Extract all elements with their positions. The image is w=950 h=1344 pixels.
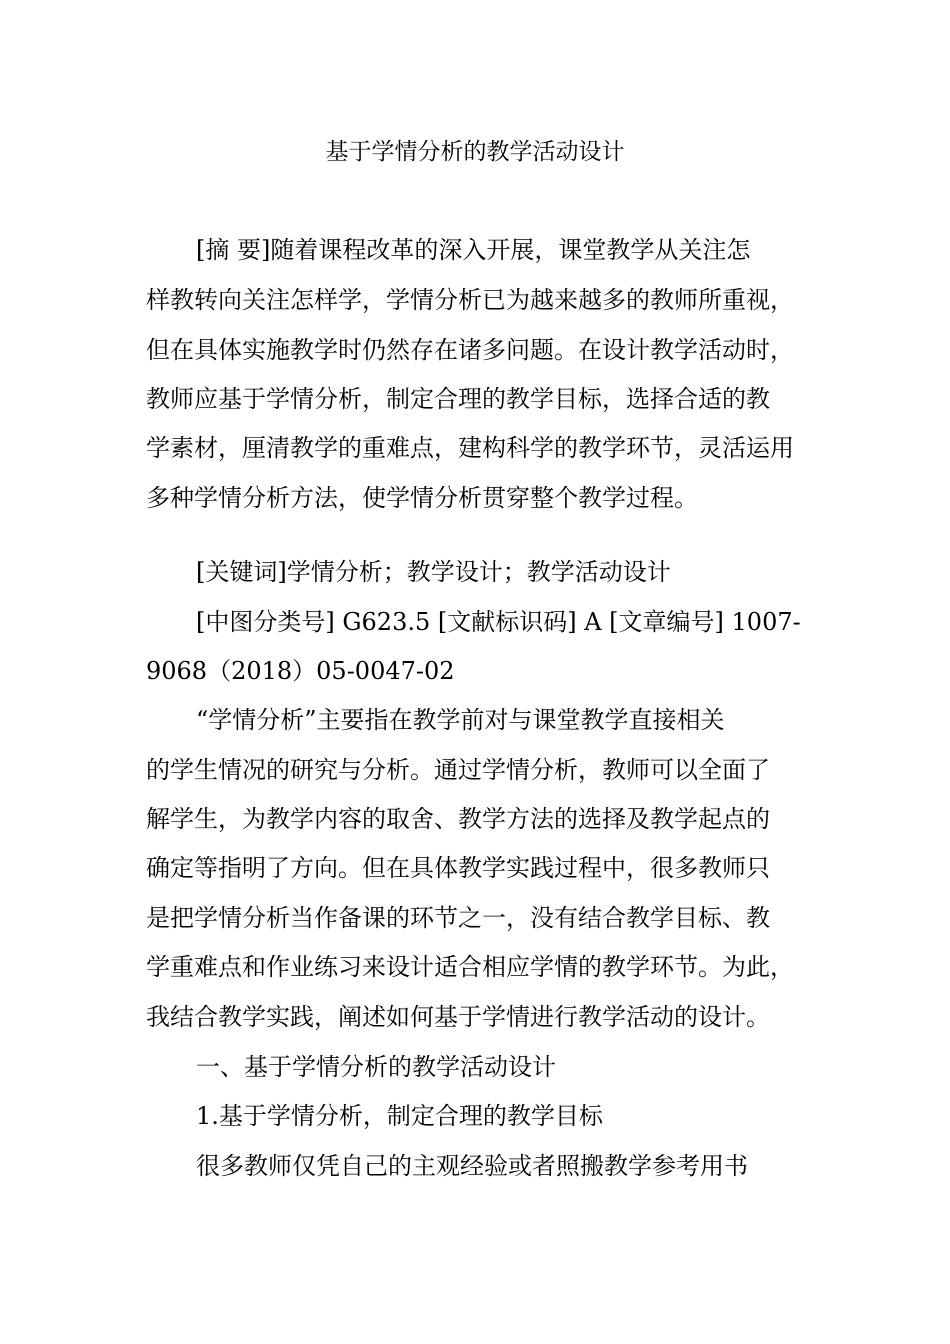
abstract-line-1: [摘 要]随着课程改革的深入开展，课堂教学从关注怎	[196, 236, 751, 264]
section-heading: 一、基于学情分析的教学活动设计	[196, 1053, 556, 1081]
body-line-1: “学情分析”主要指在教学前对与课堂教学直接相关	[196, 706, 725, 734]
subsection-heading: 1.基于学情分析，制定合理的教学目标	[196, 1102, 603, 1130]
abstract-line-2: 样教转向关注怎样学，学情分析已为越来越多的教师所重视，	[146, 286, 794, 314]
body-line-3: 解学生，为教学内容的取舍、教学方法的选择及教学起点的	[146, 805, 770, 833]
body-line-6: 学重难点和作业练习来设计适合相应学情的教学环节。为此，	[146, 953, 794, 981]
keywords-line: [关键词]学情分析；教学设计；教学活动设计	[196, 558, 671, 586]
body-line-8: 很多教师仅凭自己的主观经验或者照搬教学参考用书	[196, 1152, 748, 1180]
body-line-2: 的学生情况的研究与分析。通过学情分析，教师可以全面了	[146, 756, 770, 784]
abstract-line-6: 多种学情分析方法，使学情分析贯穿整个教学过程。	[146, 484, 698, 512]
body-line-5: 是把学情分析当作备课的环节之一，没有结合教学目标、教	[146, 904, 770, 932]
classification-line-1: [中图分类号] G623.5 [文献标识码] A [文章编号] 1007-	[196, 608, 801, 636]
body-line-4: 确定等指明了方向。但在具体教学实践过程中，很多教师只	[146, 854, 770, 882]
document-title: 基于学情分析的教学活动设计	[325, 139, 625, 165]
abstract-line-4: 教师应基于学情分析，制定合理的教学目标，选择合适的教	[146, 385, 770, 413]
abstract-line-5: 学素材，厘清教学的重难点，建构科学的教学环节，灵活运用	[146, 434, 794, 462]
body-line-7: 我结合教学实践，阐述如何基于学情进行教学活动的设计。	[146, 1003, 770, 1031]
abstract-line-3: 但在具体实施教学时仍然存在诸多问题。在设计教学活动时，	[146, 336, 794, 364]
classification-line-2: 9068（2018）05-0047-02	[146, 657, 455, 685]
